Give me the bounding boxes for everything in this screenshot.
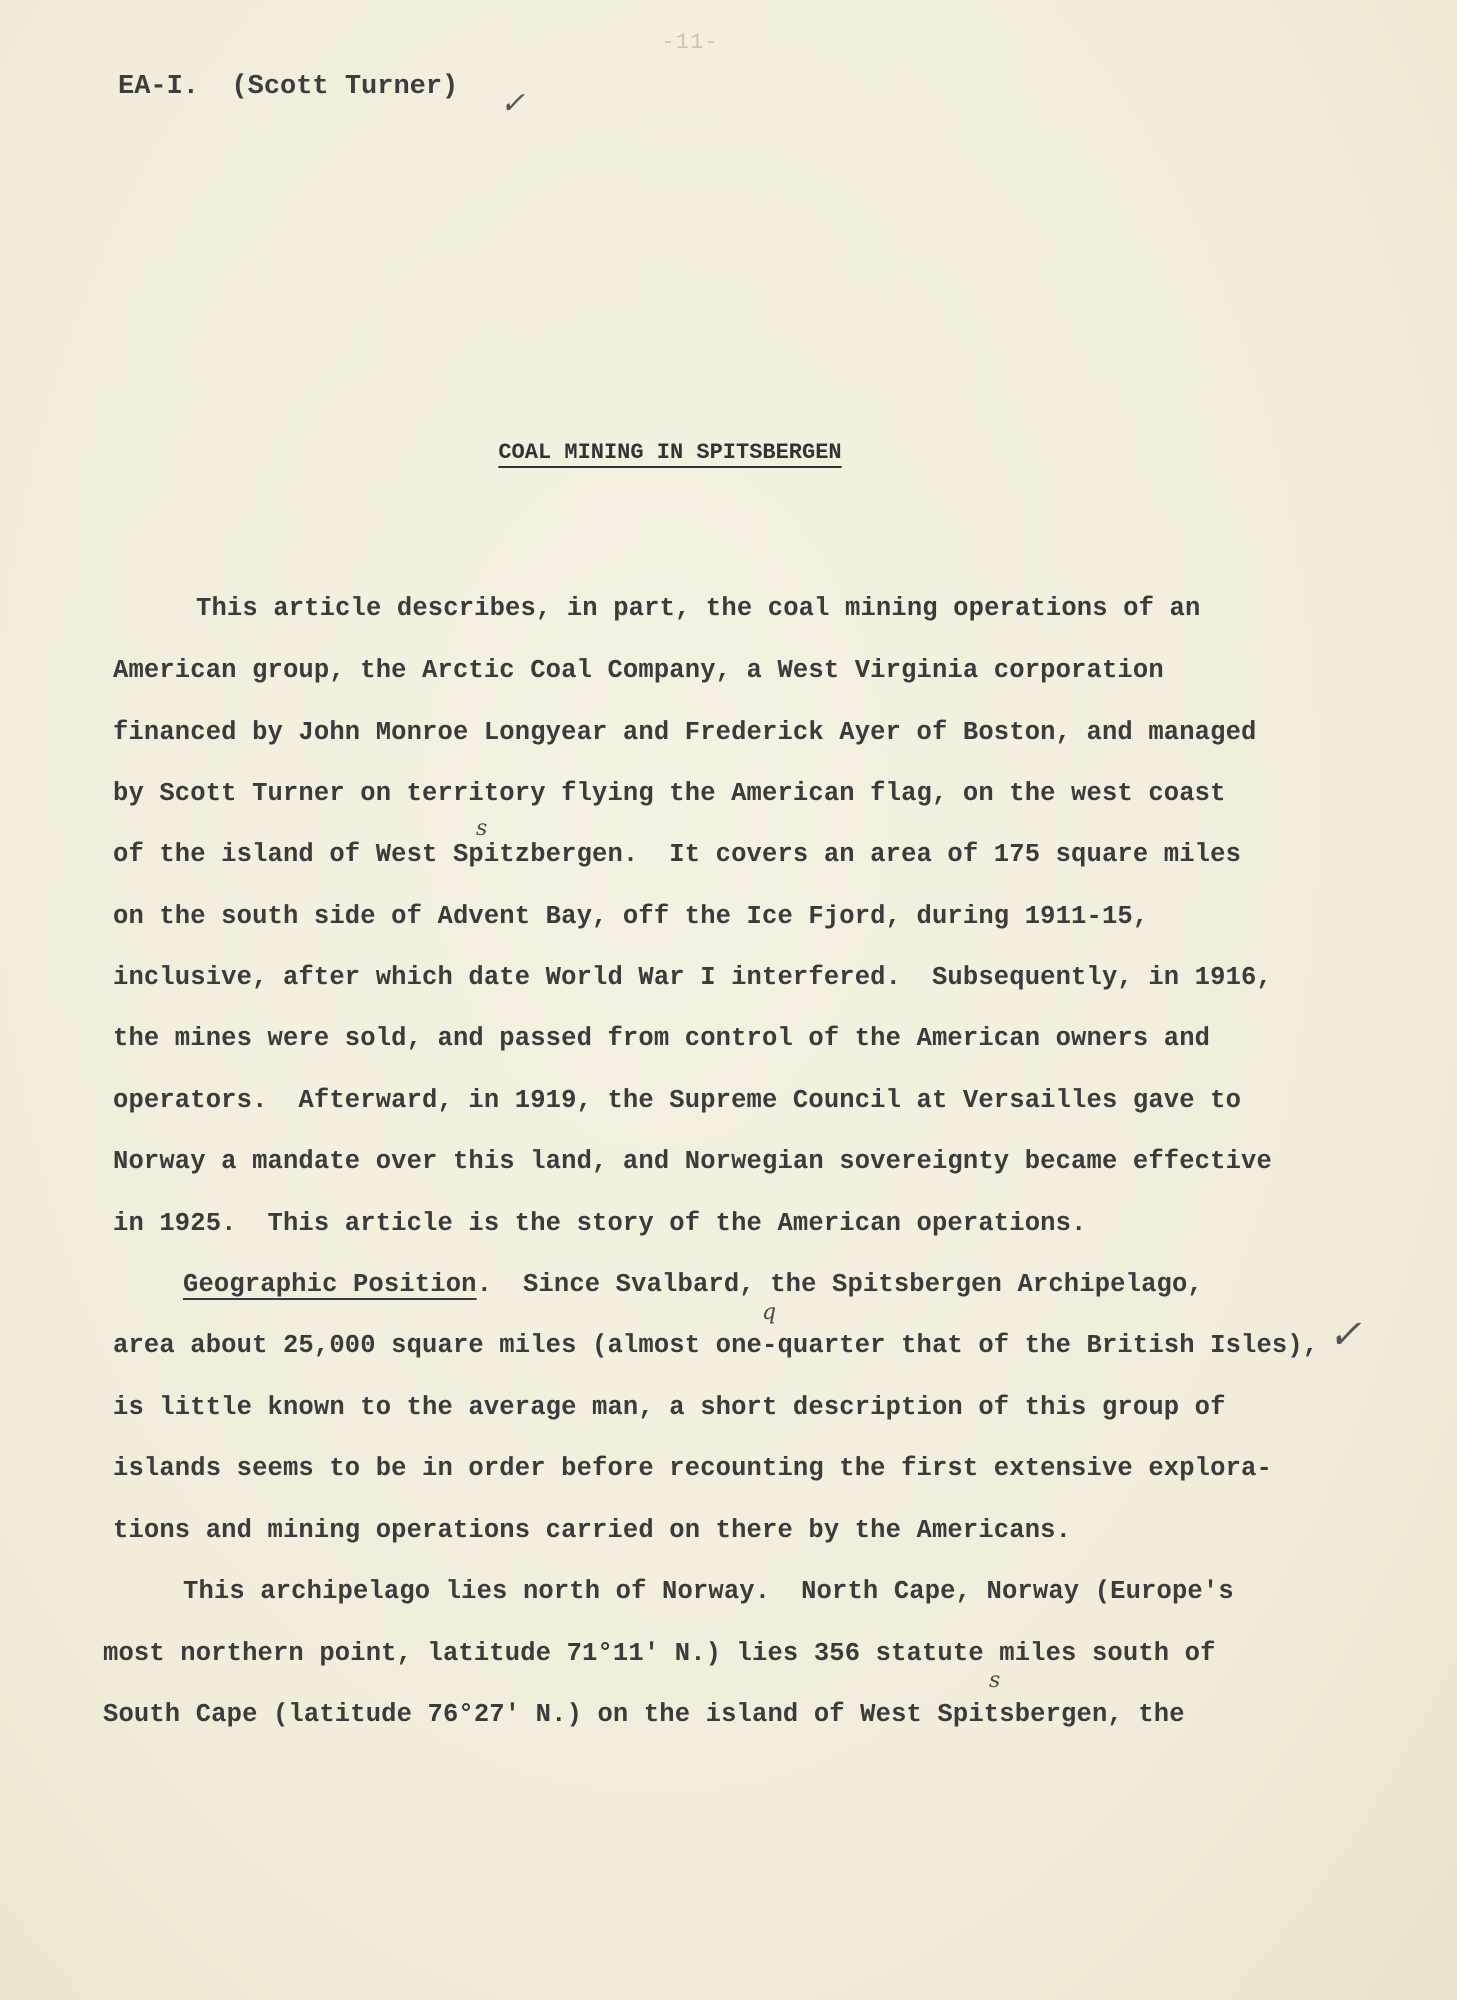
- body-line: inclusive, after which date World War I interfered. Subsequently, in 1916,: [113, 963, 1272, 992]
- body-line: by Scott Turner on territory flying the American flag, on the west coast: [113, 779, 1226, 808]
- geo-heading: Geographic Position: [183, 1270, 477, 1299]
- handwritten-correction: s: [476, 816, 488, 841]
- body-line: on the south side of Advent Bay, off the Ice Fjord, during 1911-15,: [113, 902, 1149, 931]
- handwritten-correction: q: [762, 1300, 777, 1325]
- body-line: in 1925. This article is the story of the American operations.: [113, 1209, 1087, 1238]
- body-line: area about 25,000 square miles (almost one-quarter that of the British Isles),: [113, 1331, 1319, 1360]
- article-title: COAL MINING IN SPITSBERGEN: [498, 440, 842, 465]
- body-line: operators. Afterward, in 1919, the Supreme Council at Versailles gave to: [113, 1086, 1242, 1115]
- handwritten-tick: ✓: [500, 86, 526, 121]
- body-line: South Cape (latitude 76°27' N.) on the island of West Spitsbergen, the: [103, 1700, 1185, 1729]
- body-line: tions and mining operations carried on there by the Americans.: [113, 1516, 1072, 1545]
- body-line: financed by John Monroe Longyear and Frederick Ayer of Boston, and managed: [113, 718, 1257, 747]
- geo-heading-rest: . Since Svalbard, the Spitsbergen Archipelago,: [476, 1270, 1203, 1299]
- body-line: the mines were sold, and passed from control of the American owners and: [113, 1024, 1211, 1053]
- geo-heading-line: [183, 1270, 1203, 1299]
- body-line: islands seems to be in order before recounting the first extensive explora-: [113, 1454, 1272, 1483]
- body-line: This article describes, in part, the coal mining operations of an: [196, 594, 1201, 623]
- page-number: -11-: [661, 30, 719, 55]
- document-header: EA-I. (Scott Turner): [118, 72, 459, 102]
- body-line: is little known to the average man, a short description of this group of: [113, 1393, 1226, 1422]
- body-line: American group, the Arctic Coal Company, a West Virginia corporation: [113, 656, 1164, 685]
- handwritten-correction: s: [989, 1668, 1001, 1693]
- body-line: This archipelago lies north of Norway. North Cape, Norway (Europe's: [183, 1577, 1234, 1606]
- body-line: most northern point, latitude 71°11' N.) lies 356 statute miles south of: [103, 1639, 1216, 1668]
- body-line: of the island of West Spitzbergen. It covers an area of 175 square miles: [113, 840, 1242, 869]
- body-line: Norway a mandate over this land, and Norwegian sovereignty became effective: [113, 1147, 1272, 1176]
- margin-check-mark: ✓: [1328, 1312, 1362, 1358]
